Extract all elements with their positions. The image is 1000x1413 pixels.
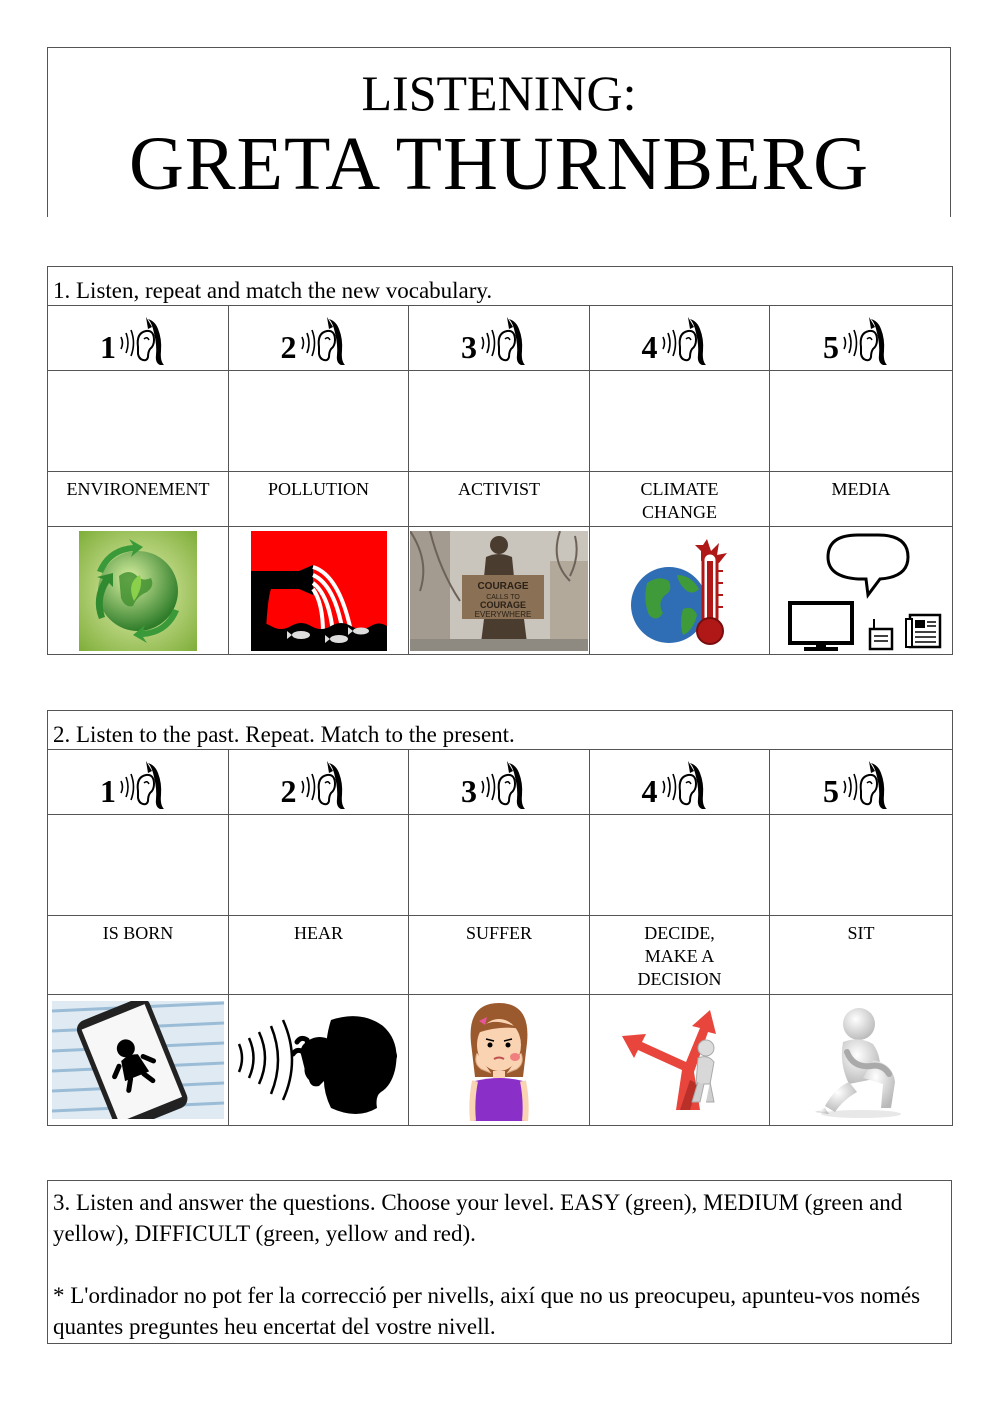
suffering-girl-image (409, 995, 590, 1126)
exercise-1-table (47, 266, 953, 655)
audio-button-2[interactable] (229, 306, 409, 371)
drop-zone-2[interactable] (229, 371, 409, 472)
drop-zone-3[interactable] (409, 815, 590, 916)
word-card[interactable]: DECIDE, MAKE A DECISION (590, 916, 770, 995)
audio-number: 3 (461, 329, 477, 365)
ear-sound-icon (118, 315, 166, 365)
audio-button-5[interactable] (770, 750, 953, 815)
audio-button-2[interactable] (229, 750, 409, 815)
word-card[interactable]: MEDIA (770, 472, 953, 527)
hearing-head-image (229, 995, 409, 1126)
word-card[interactable]: ACTIVIST (409, 472, 590, 527)
baby-phone-image (48, 995, 229, 1126)
exercise-2-table (47, 710, 953, 1126)
audio-number: 2 (280, 329, 297, 365)
ear-sound-icon (118, 759, 166, 809)
activist-statue-image (409, 527, 590, 655)
drop-zone-4[interactable] (590, 815, 770, 916)
audio-button-4[interactable] (590, 306, 770, 371)
climate-thermometer-image (590, 527, 770, 655)
svg-text:COURAGE: COURAGE (477, 580, 529, 592)
word-card[interactable]: IS BORN (48, 916, 229, 995)
word-card[interactable]: POLLUTION (229, 472, 409, 527)
word-card[interactable]: SIT (770, 916, 953, 995)
audio-number: 5 (823, 773, 839, 809)
decision-arrows-image (590, 995, 770, 1126)
ear-sound-icon (479, 315, 527, 365)
ear-sound-icon (479, 759, 527, 809)
pollution-pipe-image (229, 527, 409, 655)
ear-sound-icon (660, 315, 708, 365)
audio-button-4[interactable] (590, 750, 770, 815)
ear-sound-icon (841, 315, 889, 365)
title-listening: LISTENING: (361, 65, 637, 121)
word-card[interactable]: HEAR (229, 916, 409, 995)
audio-button-3[interactable] (409, 306, 590, 371)
sitting-figure-image (770, 995, 953, 1126)
drop-zone-1[interactable] (48, 815, 229, 916)
ear-sound-icon (299, 315, 347, 365)
audio-number: 4 (641, 329, 658, 365)
drop-zone-1[interactable] (48, 371, 229, 472)
drop-zone-2[interactable] (229, 815, 409, 916)
ear-sound-icon (660, 759, 708, 809)
audio-number: 4 (641, 773, 658, 809)
ear-sound-icon (841, 759, 889, 809)
page-title: GRETA THURNBERG (128, 122, 870, 206)
audio-number: 3 (461, 773, 477, 809)
audio-button-1[interactable] (48, 750, 229, 815)
word-card[interactable]: CLIMATE CHANGE (590, 472, 770, 527)
audio-number: 5 (823, 329, 840, 365)
audio-number: 1 (100, 773, 116, 809)
word-card[interactable]: SUFFER (409, 916, 590, 995)
exercise-2-instruction: 2. Listen to the past. Repeat. Match to the present. (48, 711, 953, 750)
exercise-3-instruction: 3. Listen and answer the questions. Choose your level. EASY (green), MEDIUM (green and yellow), DIFFICULT (green, yellow and red). (53, 1190, 903, 1246)
exercise-3-note: * L'ordinador no pot fer la correcció per nivells, així que no us preocupeu, apunteu-vos només quantes preguntes heu encertat del vostre nivell. (53, 1283, 921, 1339)
svg-text:EVERYWHERE: EVERYWHERE (474, 609, 532, 619)
audio-button-3[interactable] (409, 750, 590, 815)
title-box (47, 47, 951, 217)
audio-button-5[interactable] (770, 306, 953, 371)
earth-recycle-image (48, 527, 229, 655)
svg-text:COURAGE: COURAGE (479, 599, 527, 610)
exercise-3-box (47, 1180, 952, 1344)
exercise-1-instruction: 1. Listen, repeat and match the new vocabulary. (48, 267, 953, 306)
audio-number: 2 (280, 773, 297, 809)
media-devices-image (770, 527, 953, 655)
audio-number: 1 (100, 329, 116, 365)
drop-zone-4[interactable] (590, 371, 770, 472)
audio-button-1[interactable] (48, 306, 229, 371)
svg-text:CALLS TO: CALLS TO (486, 593, 520, 601)
drop-zone-5[interactable] (770, 371, 953, 472)
word-card[interactable]: ENVIRONEMENT (48, 472, 229, 527)
drop-zone-3[interactable] (409, 371, 590, 472)
ear-sound-icon (299, 759, 347, 809)
drop-zone-5[interactable] (770, 815, 953, 916)
